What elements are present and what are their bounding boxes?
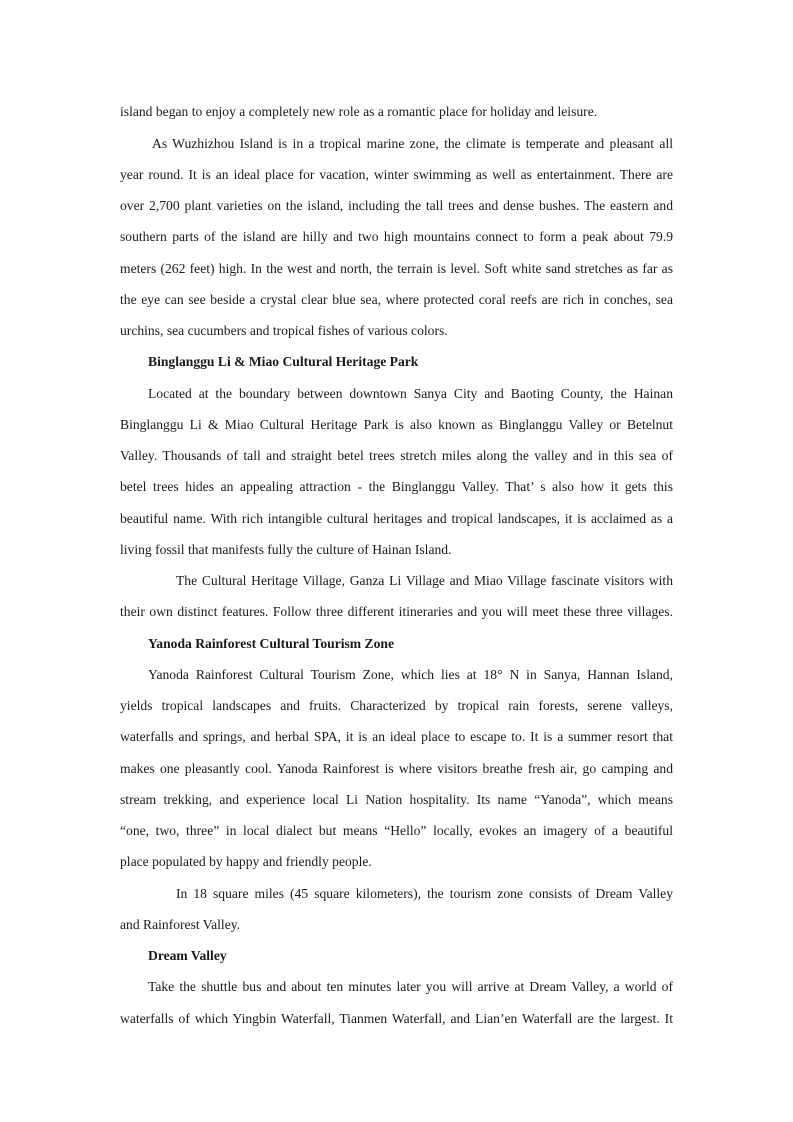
paragraph-line: the eye can see beside a crystal clear blue sea, where protected coral reefs are rich in conches, sea bbox=[120, 292, 673, 307]
paragraph-line: meters (262 feet) high. In the west and north, the terrain is level. Soft white sand stretches as far as bbox=[120, 261, 673, 276]
paragraph-line: makes one pleasantly cool. Yanoda Rainforest is where visitors breathe fresh air, go camping and bbox=[120, 761, 673, 776]
paragraph-line: living fossil that manifests fully the culture of Hainan Island. bbox=[120, 542, 452, 557]
paragraph-line: yields tropical landscapes and fruits. Characterized by tropical rain forests, serene valleys, bbox=[120, 698, 673, 713]
paragraph-line: Valley. Thousands of tall and straight betel trees stretch miles along the valley and in this sea of bbox=[120, 448, 673, 463]
paragraph-line: urchins, sea cucumbers and tropical fishes of various colors. bbox=[120, 323, 448, 338]
paragraph-line: over 2,700 plant varieties on the island, including the tall trees and dense bushes. The eastern and bbox=[120, 198, 673, 213]
paragraph-line: waterfalls and springs, and herbal SPA, it is an ideal place to escape to. It is a summer resort that bbox=[120, 729, 673, 744]
paragraph-line: “one, two, three” in local dialect but means “Hello” locally, evokes an imagery of a beautiful bbox=[120, 823, 673, 838]
paragraph-line: Binglanggu Li & Miao Cultural Heritage Park is also known as Binglanggu Valley or Betelnut bbox=[120, 417, 673, 432]
section-heading: Binglanggu Li & Miao Cultural Heritage Park bbox=[148, 354, 419, 369]
paragraph-line: betel trees hides an appealing attraction - the Binglanggu Valley. That’ s also how it gets this bbox=[120, 479, 673, 494]
paragraph-line: stream trekking, and experience local Li Nation hospitality. Its name “Yanoda”, which means bbox=[120, 792, 673, 807]
paragraph-line: beautiful name. With rich intangible cultural heritages and tropical landscapes, it is acclaimed as a bbox=[120, 511, 673, 526]
paragraph-line: their own distinct features. Follow three different itineraries and you will meet these three villages. bbox=[120, 604, 673, 619]
paragraph-line: year round. It is an ideal place for vacation, winter swimming as well as entertainment. There are bbox=[120, 167, 673, 182]
paragraph-line: island began to enjoy a completely new role as a romantic place for holiday and leisure. bbox=[120, 104, 598, 119]
paragraph-line: southern parts of the island are hilly and two high mountains connect to form a peak about 79.9 bbox=[120, 229, 673, 244]
paragraph-line: Take the shuttle bus and about ten minutes later you will arrive at Dream Valley, a world of bbox=[148, 979, 673, 994]
paragraph-line: Yanoda Rainforest Cultural Tourism Zone, which lies at 18° N in Sanya, Hannan Island, bbox=[148, 667, 673, 682]
paragraph-line: In 18 square miles (45 square kilometers), the tourism zone consists of Dream Valley bbox=[176, 886, 673, 901]
paragraph-line: Located at the boundary between downtown Sanya City and Baoting County, the Hainan bbox=[148, 386, 673, 401]
paragraph-line: The Cultural Heritage Village, Ganza Li Village and Miao Village fascinate visitors with bbox=[176, 573, 673, 588]
section-heading: Yanoda Rainforest Cultural Tourism Zone bbox=[148, 636, 394, 651]
paragraph-line: As Wuzhizhou Island is in a tropical marine zone, the climate is temperate and pleasant all bbox=[152, 136, 673, 151]
section-heading: Dream Valley bbox=[148, 948, 227, 963]
paragraph-line: waterfalls of which Yingbin Waterfall, Tianmen Waterfall, and Lian’en Waterfall are the largest. It bbox=[120, 1011, 673, 1026]
paragraph-line: and Rainforest Valley. bbox=[120, 917, 241, 932]
paragraph-line: place populated by happy and friendly people. bbox=[120, 854, 372, 869]
